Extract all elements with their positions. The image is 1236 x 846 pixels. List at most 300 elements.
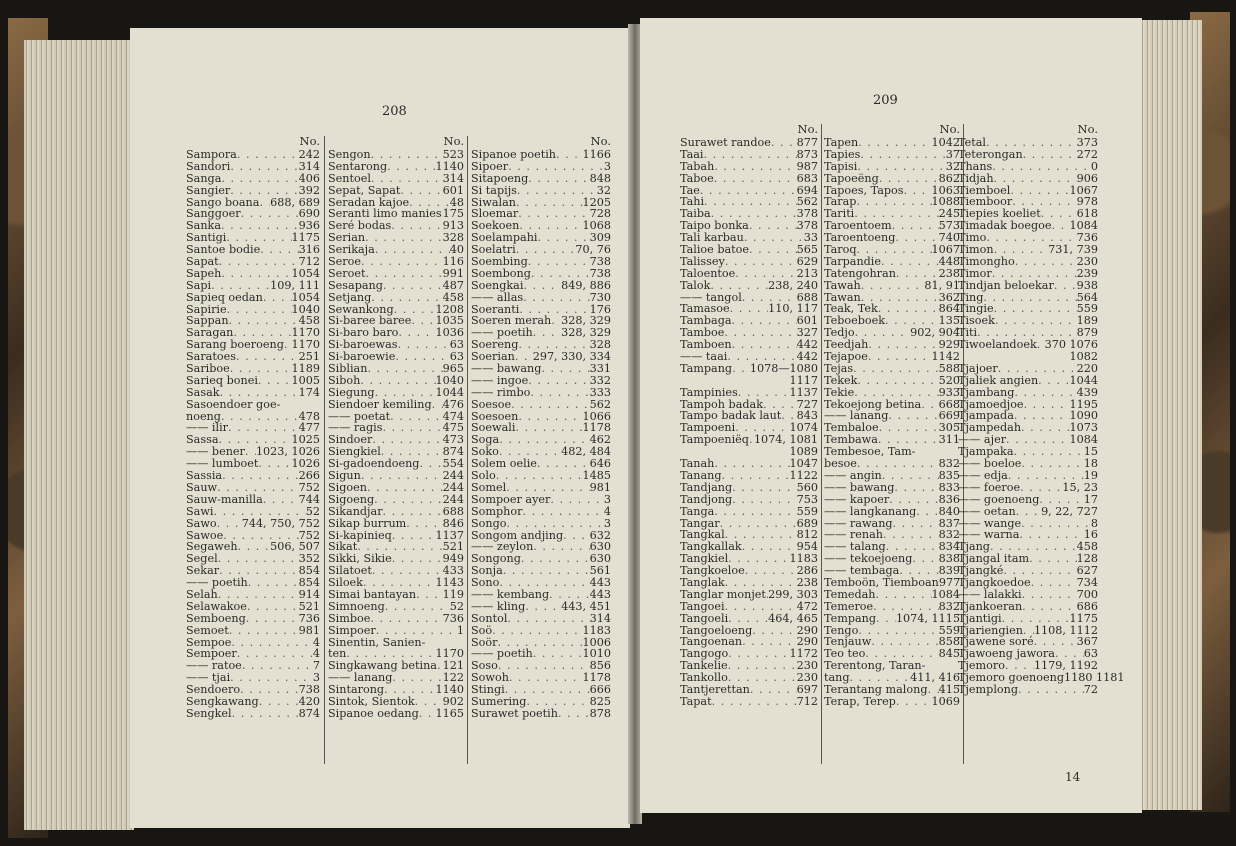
leader-dots bbox=[732, 482, 797, 494]
leader-dots bbox=[750, 684, 797, 696]
leader-dots bbox=[749, 244, 797, 256]
entry-term: Tjaliek angien bbox=[958, 373, 1039, 387]
entry-term: Sawi bbox=[186, 504, 214, 518]
entry-number: 837 bbox=[938, 516, 960, 530]
index-entry bbox=[186, 518, 320, 530]
index-entry bbox=[328, 613, 464, 625]
leader-dots bbox=[375, 244, 450, 256]
leader-dots bbox=[374, 494, 443, 506]
entry-number: 1054 bbox=[291, 266, 320, 280]
leader-dots bbox=[221, 173, 298, 185]
entry-term: Selawakoe bbox=[186, 599, 247, 613]
entry-number: 48 bbox=[449, 195, 464, 209]
entry-number: 1090 bbox=[1069, 409, 1098, 423]
entry-term: Tjang bbox=[958, 540, 990, 554]
entry-number: 929 bbox=[938, 338, 960, 352]
entry-number: 965 bbox=[442, 362, 464, 376]
entry-term: Tandjang bbox=[680, 480, 733, 494]
entry-number: 833 bbox=[938, 480, 960, 494]
column-header: No. bbox=[299, 134, 320, 148]
entry-term: Si-gadoendoeng bbox=[328, 457, 420, 471]
entry-number: 16 bbox=[1083, 528, 1098, 542]
entry-number: 738 bbox=[298, 683, 320, 697]
entry-term: Sengon bbox=[328, 148, 371, 161]
entry-number: 991 bbox=[442, 266, 464, 280]
index-entry bbox=[328, 625, 464, 637]
leader-dots bbox=[284, 339, 292, 351]
entry-term: —— kapoer bbox=[824, 492, 890, 506]
leader-dots bbox=[1006, 434, 1069, 446]
entry-term: Seroe bbox=[328, 255, 361, 269]
index-entry bbox=[824, 601, 960, 613]
entry-number: 1035 bbox=[435, 314, 464, 328]
entry-number: 3 bbox=[312, 671, 320, 685]
leader-dots bbox=[1021, 458, 1083, 470]
index-entry bbox=[958, 161, 1098, 173]
entry-number: 478 bbox=[298, 409, 320, 423]
entry-term: Terap, Terep bbox=[824, 694, 896, 708]
entry-term: Tahi bbox=[680, 195, 705, 209]
leader-dots bbox=[370, 613, 442, 625]
entry-term: Tjambang bbox=[958, 385, 1015, 399]
leader-dots bbox=[390, 411, 443, 423]
leader-dots bbox=[263, 494, 299, 506]
entry-term: Siboh bbox=[328, 373, 361, 387]
leader-dots bbox=[873, 601, 938, 613]
leader-dots bbox=[732, 339, 797, 351]
entry-term: Solo bbox=[471, 469, 496, 483]
entry-number: 914 bbox=[298, 587, 320, 601]
entry-term: Singkawang betina bbox=[328, 659, 437, 673]
entry-number: 688 bbox=[796, 290, 818, 304]
entry-number: 244 bbox=[442, 469, 464, 483]
entry-term: Tae bbox=[680, 183, 700, 197]
entry-term: Sapi bbox=[186, 278, 212, 292]
entry-number: 448 bbox=[938, 254, 960, 268]
entry-number: 17 bbox=[1083, 492, 1098, 506]
entry-number: 1189 bbox=[291, 362, 320, 376]
entry-term: Sumering bbox=[471, 694, 527, 708]
entry-number: 230 bbox=[796, 671, 818, 685]
entry-number: 462 bbox=[589, 433, 611, 447]
entry-term: Temeroe bbox=[824, 599, 874, 613]
leader-dots bbox=[556, 149, 583, 161]
entry-term: Tetal bbox=[958, 136, 986, 149]
index-entry bbox=[958, 589, 1098, 601]
entry-term: Tankollo bbox=[680, 671, 728, 685]
entry-number: 559 bbox=[1076, 302, 1098, 316]
entry-number: 1005 bbox=[291, 373, 320, 387]
entry-number: 482, 484 bbox=[561, 445, 611, 459]
entry-term: Si-baree baree bbox=[328, 314, 412, 328]
entry-term: Tjemoro goenoeng bbox=[958, 671, 1064, 685]
leader-dots bbox=[858, 137, 931, 149]
entry-term: Sikap burrum bbox=[328, 516, 407, 530]
index-entry bbox=[958, 684, 1098, 696]
entry-number: 305 bbox=[938, 421, 960, 435]
entry-term: —— kembang bbox=[471, 587, 550, 601]
entry-term: —— poetih bbox=[186, 576, 248, 590]
entry-number: 849, 886 bbox=[561, 278, 611, 292]
leader-dots bbox=[742, 541, 797, 553]
entry-term: Sampora bbox=[186, 148, 237, 161]
leader-dots bbox=[735, 268, 796, 280]
index-entry bbox=[824, 280, 960, 292]
index-entry bbox=[328, 708, 464, 720]
leader-dots bbox=[232, 708, 299, 720]
entry-term: Sompoer ayer bbox=[471, 492, 551, 506]
entry-term: Sowoh bbox=[471, 671, 509, 685]
leader-dots bbox=[714, 173, 797, 185]
entry-number: 1143 bbox=[435, 576, 464, 590]
entry-number: 40 bbox=[449, 243, 464, 257]
leader-dots bbox=[1002, 613, 1070, 625]
entry-number: 840 bbox=[938, 504, 960, 518]
entry-term: Sapieq oedan bbox=[186, 290, 263, 304]
entry-term: Sanggoer bbox=[186, 207, 241, 221]
entry-number: 839 bbox=[938, 564, 960, 578]
entry-term: Teak, Tek bbox=[824, 302, 878, 316]
entry-term: Soeranti bbox=[471, 302, 520, 316]
entry-term: —— foeroe bbox=[958, 480, 1021, 494]
entry-number: 328, 329 bbox=[561, 314, 611, 328]
left-col-3 bbox=[471, 136, 611, 720]
entry-term: Sipanoe oedang bbox=[328, 706, 419, 720]
leader-dots bbox=[258, 375, 292, 387]
entry-term: Tarpandie bbox=[824, 254, 882, 268]
leader-dots bbox=[704, 196, 797, 208]
entry-number: 862 bbox=[938, 171, 960, 185]
entry-term: Talok bbox=[680, 278, 711, 292]
entry-number: 843 bbox=[796, 409, 818, 423]
entry-number: 601 bbox=[442, 183, 464, 197]
entry-term: Sentarong bbox=[328, 159, 388, 173]
entry-number: 521 bbox=[298, 599, 320, 613]
leader-dots bbox=[228, 422, 299, 434]
spacer bbox=[280, 399, 320, 411]
entry-term: Somel bbox=[471, 480, 507, 494]
entry-number: 562 bbox=[796, 195, 818, 209]
entry-number: 1040 bbox=[435, 373, 464, 387]
entry-number: 1067 bbox=[1069, 183, 1098, 197]
leader-dots bbox=[857, 161, 945, 173]
entry-term: Tenjauw bbox=[824, 635, 872, 649]
entry-number: 864 bbox=[938, 302, 960, 316]
leader-dots bbox=[551, 315, 561, 327]
leader-dots bbox=[521, 553, 590, 565]
leader-dots bbox=[432, 399, 443, 411]
entry-term: Tangoei bbox=[680, 599, 725, 613]
entry-term: Sintarong bbox=[328, 683, 385, 697]
entry-term: —— tembaga bbox=[824, 564, 900, 578]
entry-number: 1010 bbox=[582, 647, 611, 661]
leader-dots bbox=[878, 303, 939, 315]
entry-number: 477 bbox=[298, 421, 320, 435]
right-col-1 bbox=[680, 124, 818, 708]
entry-number: 443 bbox=[589, 587, 611, 601]
leader-dots bbox=[700, 185, 797, 197]
index-entry bbox=[680, 149, 818, 161]
leader-dots bbox=[892, 220, 939, 232]
entry-term: —— lanang bbox=[328, 671, 393, 685]
index-entry bbox=[186, 399, 320, 411]
leader-dots bbox=[247, 601, 299, 613]
index-entry bbox=[186, 173, 320, 185]
entry-number: 378 bbox=[796, 219, 818, 233]
left-page bbox=[130, 28, 630, 828]
entry-number: 736 bbox=[1076, 231, 1098, 245]
leader-dots bbox=[1031, 577, 1077, 589]
index-entry bbox=[958, 149, 1098, 161]
leader-dots bbox=[1018, 684, 1084, 696]
entry-number: 1178 bbox=[582, 421, 611, 435]
entry-term: —— tekoejoeng bbox=[824, 552, 913, 566]
leader-dots bbox=[728, 660, 797, 672]
entry-number: 1068 bbox=[582, 219, 611, 233]
entry-term: Soesoe bbox=[471, 397, 512, 411]
leader-dots bbox=[246, 613, 299, 625]
entry-term: Soelampahi bbox=[471, 231, 538, 245]
entry-term: Tangkiel bbox=[680, 552, 729, 566]
entry-number: 442 bbox=[796, 350, 818, 364]
leader-dots bbox=[231, 637, 312, 649]
entry-term: tang bbox=[824, 671, 850, 685]
entry-term: Stingi bbox=[471, 683, 505, 697]
entry-term: Tjangké bbox=[958, 564, 1004, 578]
index-entry bbox=[186, 292, 320, 304]
entry-term: Sintok, Sientok bbox=[328, 694, 415, 708]
entry-term: —— tangol bbox=[680, 290, 742, 304]
entry-term: Timadak boegoe bbox=[958, 219, 1052, 233]
entry-term: Segel bbox=[186, 552, 218, 566]
entry-number: 554 bbox=[442, 457, 464, 471]
index-entry bbox=[186, 161, 320, 173]
entry-number: 1137 bbox=[789, 385, 818, 399]
entry-term: Tidjah bbox=[958, 171, 994, 185]
index-entry bbox=[824, 589, 960, 601]
entry-term: —— langkanang bbox=[824, 504, 917, 518]
entry-term: Taiba bbox=[680, 207, 711, 221]
entry-term: Seré bodas bbox=[328, 219, 392, 233]
index-entry bbox=[471, 518, 611, 530]
entry-term: —— ingoe bbox=[471, 373, 529, 387]
entry-number: 688 bbox=[442, 504, 464, 518]
entry-number: 314 bbox=[442, 171, 464, 185]
entry-number: 442 bbox=[796, 338, 818, 352]
entry-number: 669 bbox=[938, 409, 960, 423]
entry-number: 846 bbox=[442, 516, 464, 530]
entry-term: Sipanoe poetih bbox=[471, 148, 556, 161]
entry-number: 370 1076 bbox=[1044, 338, 1098, 352]
entry-number: 474 bbox=[442, 409, 464, 423]
entry-term: Soewali bbox=[471, 421, 516, 435]
entry-number: 856 bbox=[589, 659, 611, 673]
entry-term: Sango boana bbox=[186, 195, 260, 209]
index-entry bbox=[680, 494, 818, 506]
entry-term: —— rawang bbox=[824, 516, 893, 530]
entry-term: Tjawoeng jawora bbox=[958, 647, 1055, 661]
entry-number: 458 bbox=[442, 290, 464, 304]
entry-number: 238 bbox=[938, 266, 960, 280]
index-entry bbox=[471, 613, 611, 625]
right-col-3 bbox=[958, 122, 1125, 696]
index-entry bbox=[471, 161, 611, 173]
leader-dots bbox=[712, 696, 797, 708]
entry-number: 1208 bbox=[435, 302, 464, 316]
entry-number: 949 bbox=[442, 552, 464, 566]
entry-term: Soga bbox=[471, 433, 500, 447]
entry-term: noeng bbox=[186, 409, 221, 423]
leader-dots bbox=[523, 280, 561, 292]
leader-dots bbox=[752, 625, 796, 637]
entry-term: Soembong bbox=[471, 266, 531, 280]
entry-term: Soö bbox=[471, 623, 493, 637]
entry-term: Temedah bbox=[824, 587, 876, 601]
entry-number: 458 bbox=[298, 314, 320, 328]
leader-dots bbox=[728, 648, 789, 660]
entry-number: 1054 bbox=[291, 290, 320, 304]
entry-term: Tjajoer bbox=[958, 361, 998, 375]
index-entry bbox=[958, 173, 1098, 185]
entry-term: Terantang malong bbox=[824, 682, 928, 696]
entry-number: 239 bbox=[1076, 266, 1098, 280]
entry-number: 3 bbox=[603, 516, 611, 530]
leader-dots bbox=[732, 494, 796, 506]
index-entry bbox=[471, 268, 611, 280]
entry-number: 251 bbox=[298, 350, 320, 364]
entry-term: —— boeloe bbox=[958, 457, 1022, 471]
leader-dots bbox=[533, 327, 561, 339]
entry-term: Talissey bbox=[680, 254, 725, 268]
entry-term: Tiemboor bbox=[958, 195, 1013, 209]
entry-number: 832 bbox=[938, 599, 960, 613]
leader-dots bbox=[392, 553, 443, 565]
entry-number: 913 bbox=[442, 219, 464, 233]
entry-number: 632 bbox=[589, 528, 611, 542]
entry-number: 1108, 1112 bbox=[1033, 623, 1098, 637]
entry-number: 373 bbox=[1076, 136, 1098, 149]
entry-term: Sewankong bbox=[328, 302, 394, 316]
entry-term: Setjang bbox=[328, 290, 372, 304]
leader-dots bbox=[241, 208, 299, 220]
entry-term: Surawet randoe bbox=[680, 136, 771, 149]
entry-term: Sesapang bbox=[328, 278, 383, 292]
entry-number: 1183 bbox=[789, 552, 818, 566]
leader-dots bbox=[375, 387, 436, 399]
entry-number: 738 bbox=[589, 255, 611, 269]
leader-dots bbox=[392, 530, 436, 542]
entry-number: 70, 76 bbox=[575, 243, 611, 257]
entry-term: —— poetat bbox=[328, 409, 391, 423]
leader-dots bbox=[875, 589, 931, 601]
leader-dots bbox=[893, 518, 939, 530]
entry-term: Tapat bbox=[680, 694, 712, 708]
leader-dots bbox=[230, 161, 298, 173]
entry-term: Tangkal bbox=[680, 528, 725, 542]
entry-number: 834 bbox=[938, 540, 960, 554]
index-entry bbox=[958, 494, 1098, 506]
entry-number: 189 bbox=[1076, 314, 1098, 328]
entry-term: Tingie bbox=[958, 302, 994, 316]
entry-term: Songom andjing bbox=[471, 528, 564, 542]
entry-term: Seranti limo manies bbox=[328, 207, 442, 221]
entry-term: Saragan bbox=[186, 326, 234, 340]
entry-term: Si-baroewie bbox=[328, 350, 396, 364]
entry-number: 812 bbox=[796, 528, 818, 542]
leader-dots bbox=[498, 660, 590, 672]
leader-dots bbox=[720, 518, 797, 530]
entry-number: 836 bbox=[938, 492, 960, 506]
entry-term: Sikat bbox=[328, 540, 358, 554]
entry-term: Sassia bbox=[186, 469, 223, 483]
entry-number: 1073 bbox=[1069, 421, 1098, 435]
entry-number: 734 bbox=[1076, 575, 1098, 589]
entry-term: Sawoe bbox=[186, 528, 224, 542]
entry-number: 392 bbox=[298, 183, 320, 197]
leader-dots bbox=[222, 470, 299, 482]
index-entry bbox=[328, 494, 464, 506]
entry-number: 744, 750, 752 bbox=[241, 516, 320, 530]
entry-number: 627 bbox=[1076, 564, 1098, 578]
entry-number: 874 bbox=[442, 445, 464, 459]
entry-term: Tiwoelandoek bbox=[958, 338, 1037, 352]
entry-term: Soerian bbox=[471, 350, 515, 364]
leader-dots bbox=[248, 577, 299, 589]
entry-term: Tjangal itam bbox=[958, 552, 1030, 566]
entry-number: 877 bbox=[796, 136, 818, 149]
leader-dots bbox=[361, 256, 443, 268]
entry-term: Tjangkoedoe bbox=[958, 575, 1031, 589]
index-entry bbox=[824, 161, 960, 173]
entry-term: Taroentoeng bbox=[824, 231, 896, 245]
entry-term: Solem oelie bbox=[471, 457, 537, 471]
entry-term: —— taai bbox=[680, 350, 728, 364]
entry-number: 406 bbox=[298, 171, 320, 185]
leader-dots bbox=[492, 625, 582, 637]
index-entry bbox=[680, 601, 818, 613]
entry-term: Soeren merah bbox=[471, 314, 552, 328]
leader-dots bbox=[366, 268, 443, 280]
entry-number: 1117 bbox=[789, 373, 818, 387]
entry-term: Siengkiel bbox=[328, 445, 381, 459]
entry-number: 1485 bbox=[582, 469, 611, 483]
leader-dots bbox=[385, 601, 450, 613]
leader-dots bbox=[382, 422, 442, 434]
entry-term: Tindjan beloekar bbox=[958, 278, 1054, 292]
entry-term: Tjamoedjoe bbox=[958, 397, 1024, 411]
entry-number: 933 bbox=[938, 385, 960, 399]
leader-dots bbox=[563, 530, 590, 542]
entry-term: Taipo bonka bbox=[680, 219, 749, 233]
leader-dots bbox=[725, 601, 797, 613]
entry-term: Tanga bbox=[680, 504, 715, 518]
leader-dots bbox=[260, 244, 298, 256]
leader-dots bbox=[530, 387, 589, 399]
entry-term: Sitapoeng bbox=[471, 171, 529, 185]
entry-term: Soereng bbox=[471, 338, 519, 352]
entry-number: 1137 bbox=[435, 528, 464, 542]
entry-number: 1183 bbox=[582, 623, 611, 637]
entry-number: 244 bbox=[442, 480, 464, 494]
entry-term: Teboeboek bbox=[824, 314, 886, 328]
entry-number: 1006 bbox=[582, 635, 611, 649]
index-entry bbox=[471, 494, 611, 506]
entry-term: Tjankoeran bbox=[958, 599, 1023, 613]
leader-dots bbox=[1014, 446, 1084, 458]
leader-dots bbox=[745, 565, 797, 577]
entry-number: 1140 bbox=[435, 159, 464, 173]
entry-term: Soekoen bbox=[471, 219, 520, 233]
